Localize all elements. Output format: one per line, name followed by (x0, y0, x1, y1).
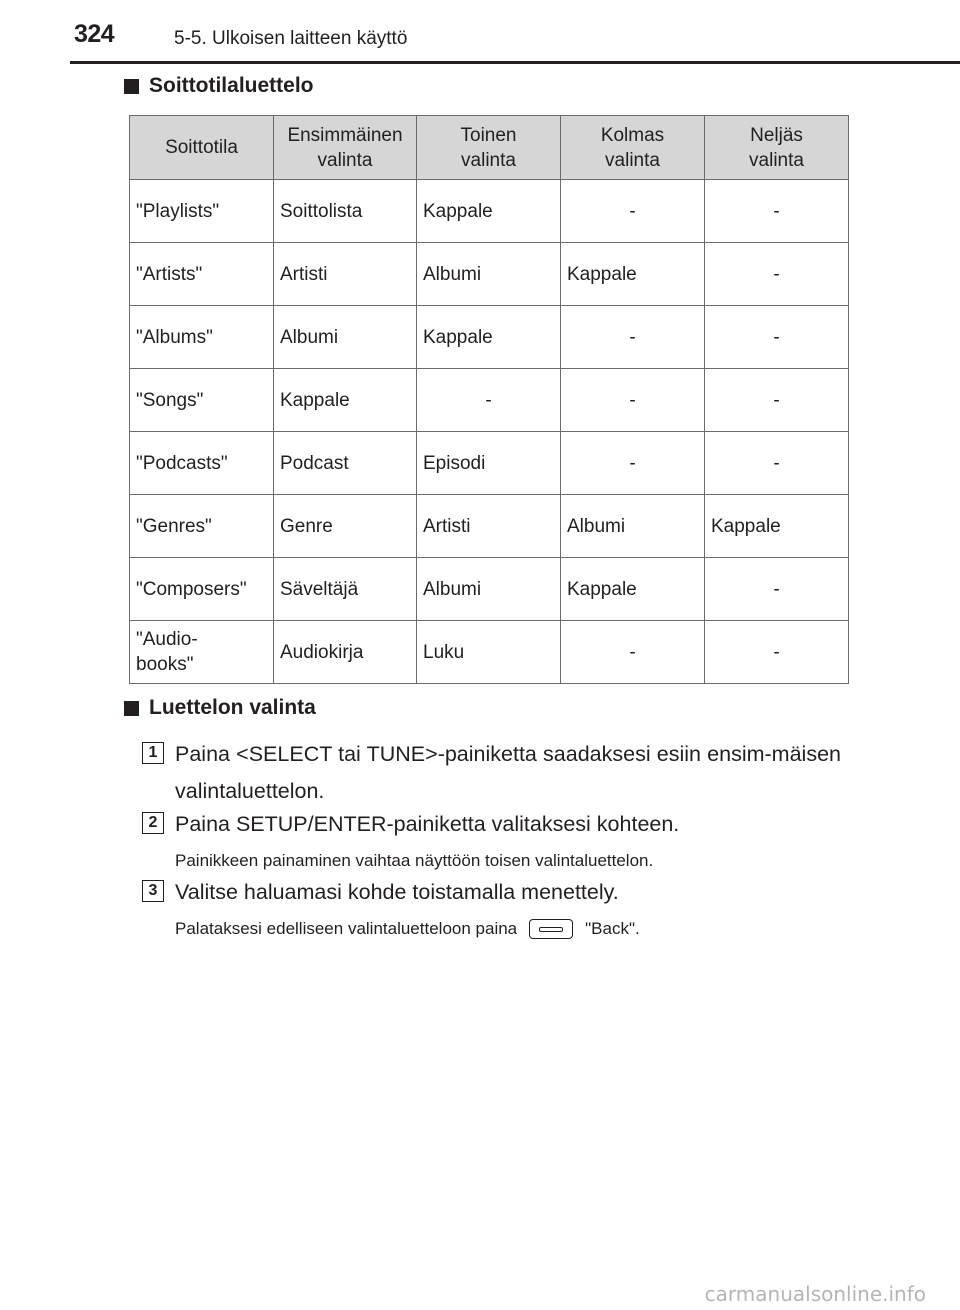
step-2 (142, 806, 841, 843)
table-cell: "Composers" (130, 558, 274, 621)
table-cell: - (705, 621, 849, 684)
table-cell: - (705, 432, 849, 495)
table-cell: - (561, 621, 705, 684)
table-header-cell (417, 116, 561, 180)
step-1 (142, 736, 841, 810)
table-cell: Albumi (561, 495, 705, 558)
step-text: Valitse haluamasi kohde toistamalla menettely. (175, 880, 619, 904)
header-line: Soittotila (165, 137, 238, 158)
table-cell: - (561, 180, 705, 243)
table-row (130, 432, 849, 495)
header-line: Toinen (460, 124, 517, 146)
table-cell: Kappale (417, 306, 561, 369)
table-cell: Albumi (417, 243, 561, 306)
table-cell: Albumi (274, 306, 417, 369)
step-text: Paina <SELECT tai TUNE>-painiketta saadaksesi esiin ensim-mäisen valintaluettelon. (175, 742, 841, 803)
table-cell: - (705, 306, 849, 369)
table-cell: Kappale (561, 243, 705, 306)
header-line: Kolmas (600, 124, 665, 146)
page-number: 324 (74, 20, 115, 48)
table-cell: - (417, 369, 561, 432)
table-row (130, 306, 849, 369)
table-row (130, 621, 849, 684)
table-cell: "Albums" (130, 306, 274, 369)
step-3-note (175, 918, 640, 940)
table-row (130, 558, 849, 621)
play-mode-table (129, 115, 849, 684)
table-header-cell (705, 116, 849, 180)
table-row (130, 180, 849, 243)
header-line: valinta (605, 149, 660, 171)
table-header-cell (274, 116, 417, 180)
table-cell: Kappale (417, 180, 561, 243)
table-cell: - (705, 558, 849, 621)
table-cell: "Artists" (130, 243, 274, 306)
table-header-row (130, 116, 849, 180)
step-3 (142, 874, 841, 911)
table-cell: - (561, 369, 705, 432)
bullet-square-icon (124, 79, 139, 94)
table-row (130, 243, 849, 306)
table-cell: Kappale (705, 495, 849, 558)
section-heading-soittotila (124, 74, 314, 98)
step-number-badge: 1 (142, 742, 164, 764)
table-row (130, 369, 849, 432)
table-cell: Genre (274, 495, 417, 558)
table-cell: Episodi (417, 432, 561, 495)
step-2-note: Painikkeen painaminen vaihtaa näyttöön toisen valintaluettelon. (175, 851, 654, 870)
table-cell: Kappale (561, 558, 705, 621)
table-cell: Albumi (417, 558, 561, 621)
watermark: carmanualsonline.info (704, 1282, 926, 1306)
table-header-cell (561, 116, 705, 180)
section-heading-luettelo (124, 696, 316, 720)
table-cell: Kappale (274, 369, 417, 432)
back-button-icon (529, 919, 573, 939)
table-cell: Artisti (274, 243, 417, 306)
table-cell: "Songs" (130, 369, 274, 432)
section-title: Soittotilaluettelo (149, 74, 314, 97)
table-body (130, 180, 849, 684)
table-cell: - (705, 243, 849, 306)
table-cell: Soittolista (274, 180, 417, 243)
header-line: valinta (749, 149, 804, 171)
section-title: Luettelon valinta (149, 696, 316, 719)
table-cell: "Genres" (130, 495, 274, 558)
header-line: valinta (317, 149, 373, 171)
table-cell: Artisti (417, 495, 561, 558)
step-number-badge: 3 (142, 880, 164, 902)
running-head: 5-5. Ulkoisen laitteen käyttö (174, 28, 408, 49)
header-line: Ensimmäinen (287, 124, 403, 146)
table-header-cell (130, 116, 274, 180)
header-line: Neljäs (750, 124, 803, 146)
note-text-before: Palataksesi edelliseen valintaluetteloon paina (175, 919, 518, 938)
table-cell: - (705, 369, 849, 432)
table-cell: Audiokirja (274, 621, 417, 684)
header-rule (70, 61, 960, 64)
step-number-badge: 2 (142, 812, 164, 834)
table-cell: "Playlists" (130, 180, 274, 243)
table-cell: Podcast (274, 432, 417, 495)
table-cell: "Podcasts" (130, 432, 274, 495)
table-cell: Säveltäjä (274, 558, 417, 621)
header-line: valinta (461, 149, 516, 171)
table-cell: - (561, 306, 705, 369)
table-cell: - (705, 180, 849, 243)
step-text: Paina SETUP/ENTER-painiketta valitaksesi kohteen. (175, 812, 680, 836)
note-text-after: "Back". (585, 919, 640, 938)
table-cell: Luku (417, 621, 561, 684)
table-row (130, 495, 849, 558)
table-cell: - (561, 432, 705, 495)
bullet-square-icon (124, 701, 139, 716)
table-cell: "Audio- books" (130, 621, 274, 684)
